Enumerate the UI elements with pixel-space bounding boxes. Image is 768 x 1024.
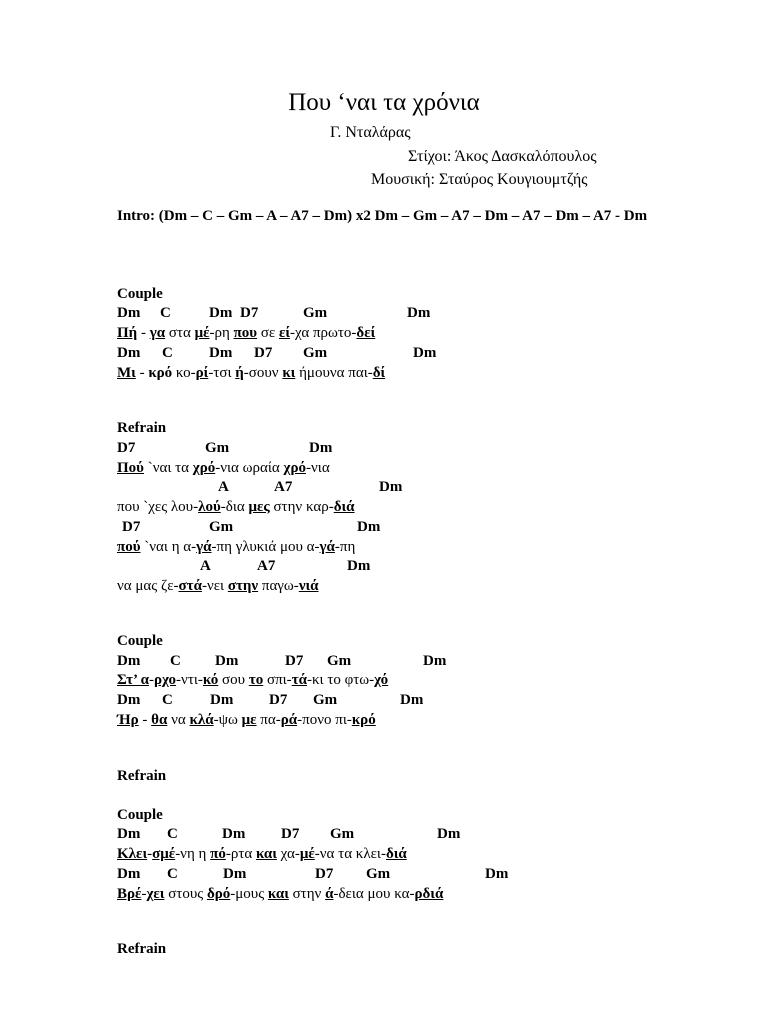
song-title: Που ‘ναι τα χρόνια bbox=[288, 89, 480, 116]
lyric-segment: στους bbox=[164, 886, 207, 902]
lyric-segment: πα- bbox=[256, 712, 281, 728]
chord: Gm bbox=[366, 866, 391, 882]
chord: Dm bbox=[437, 826, 461, 842]
lyric-segment: -χα πρωτο- bbox=[290, 325, 357, 341]
section-label: Couple bbox=[117, 633, 163, 649]
lyric-segment: ή bbox=[235, 365, 244, 381]
lyric-segment: Ήρ bbox=[117, 712, 139, 728]
chord: Dm bbox=[400, 692, 424, 708]
chord: Gm bbox=[327, 653, 352, 669]
lyric-segment: κλά bbox=[189, 712, 214, 728]
lyric-segment: κρό bbox=[351, 712, 376, 728]
lyric-segment: -νη η bbox=[175, 846, 211, 862]
chord: C bbox=[162, 692, 173, 708]
chord: A7 bbox=[257, 558, 276, 574]
lyric-segment: στην bbox=[288, 886, 326, 902]
lyric-segment: να μας ζε- bbox=[117, 578, 179, 594]
lyric-segment: μέ bbox=[299, 846, 315, 862]
chord-line bbox=[117, 824, 677, 844]
lyric-segment: γα bbox=[149, 325, 166, 341]
chord: Gm bbox=[209, 519, 234, 535]
chord: C bbox=[167, 866, 178, 882]
chord: C bbox=[170, 653, 181, 669]
lyric-segment: Πή bbox=[117, 325, 138, 341]
chord: Dm bbox=[222, 826, 246, 842]
chord: Dm bbox=[117, 653, 141, 669]
lyric-segment: κό bbox=[202, 672, 219, 688]
chord-line bbox=[117, 438, 677, 458]
lyric-segment: ά bbox=[325, 886, 334, 902]
lyric-segment: δί bbox=[372, 365, 386, 381]
lyric-segment: -πη bbox=[334, 539, 356, 555]
lyric-segment: με bbox=[241, 712, 257, 728]
lyric-line bbox=[117, 844, 407, 864]
chord: Dm bbox=[117, 305, 141, 321]
chord: Dm bbox=[357, 519, 381, 535]
chord: D7 bbox=[269, 692, 288, 708]
lyric-segment: - bbox=[147, 846, 153, 862]
chord: Dm bbox=[210, 692, 234, 708]
lyric-segment: τά bbox=[291, 672, 307, 688]
lyric-segment: κι bbox=[282, 365, 296, 381]
composer: Μουσική: Σταύρος Κουγιουμτζής bbox=[371, 171, 588, 188]
lyric-segment: δεί bbox=[356, 325, 376, 341]
lyric-segment: στην bbox=[227, 578, 259, 594]
lyric-segment: Πού bbox=[117, 460, 144, 476]
chord: Dm bbox=[117, 826, 141, 842]
chord: C bbox=[160, 305, 171, 321]
chord: Dm bbox=[309, 440, 333, 456]
chord: D7 bbox=[315, 866, 334, 882]
chord: C bbox=[162, 345, 173, 361]
lyric-segment: -πη γλυκιά μου α- bbox=[211, 539, 320, 555]
lyric-segment: -νια ωραία bbox=[215, 460, 284, 476]
lyric-segment: παγω- bbox=[258, 578, 299, 594]
lyric-segment: σου bbox=[218, 672, 249, 688]
lyric-segment: λού bbox=[198, 499, 221, 515]
chord: D7 bbox=[122, 519, 141, 535]
chord: A bbox=[200, 558, 211, 574]
chord: C bbox=[167, 826, 178, 842]
section-label: Couple bbox=[117, 807, 163, 823]
lyric-segment: -τσι bbox=[208, 365, 236, 381]
lyric-segment: `ναι τα bbox=[143, 460, 193, 476]
lyric-segment: που bbox=[233, 325, 258, 341]
chord: Dm bbox=[485, 866, 509, 882]
lyric-segment: χει bbox=[146, 886, 165, 902]
chord: Dm bbox=[117, 345, 141, 361]
lyric-segment: γά bbox=[196, 539, 212, 555]
chord: A7 bbox=[274, 479, 293, 495]
lyric-segment: σμέ bbox=[152, 846, 176, 862]
chord: D7 bbox=[117, 440, 136, 456]
section-label: Refrain bbox=[117, 768, 167, 784]
lyric-segment: χα- bbox=[276, 846, 300, 862]
lyric-segment: -ρη bbox=[209, 325, 234, 341]
lyric-segment: -κι το φτω- bbox=[306, 672, 375, 688]
lyric-segment: -να τα κλει- bbox=[314, 846, 386, 862]
lyric-segment: - bbox=[138, 712, 152, 728]
chord-line bbox=[117, 690, 677, 710]
lyric-segment: στά bbox=[178, 578, 202, 594]
lyric-segment: Μι bbox=[117, 365, 136, 381]
chord-line bbox=[117, 651, 677, 671]
chord: Dm bbox=[423, 653, 447, 669]
lyric-line bbox=[117, 458, 330, 478]
lyric-segment: ρά bbox=[280, 712, 298, 728]
lyric-segment: θα bbox=[151, 712, 168, 728]
lyric-segment: - bbox=[141, 886, 147, 902]
chord: Dm bbox=[379, 479, 403, 495]
lyric-segment: ρχο bbox=[154, 672, 177, 688]
lyric-segment: Στ’ α bbox=[117, 672, 150, 688]
lyric-segment: στα bbox=[165, 325, 195, 341]
chord: Dm bbox=[209, 305, 233, 321]
lyric-line bbox=[117, 884, 443, 904]
chord: Dm bbox=[117, 866, 141, 882]
lyric-segment: μες bbox=[248, 499, 270, 515]
chord: D7 bbox=[254, 345, 273, 361]
lyric-segment: χρό bbox=[283, 460, 306, 476]
lyric-segment: να bbox=[167, 712, 190, 728]
lyric-segment: χό bbox=[374, 672, 389, 688]
lyric-segment: Βρέ bbox=[117, 886, 142, 902]
lyric-segment: σε bbox=[257, 325, 279, 341]
chord: Gm bbox=[313, 692, 338, 708]
lyric-segment: χρό bbox=[192, 460, 216, 476]
lyric-segment: Κλει bbox=[117, 846, 148, 862]
intro-line: Intro: (Dm – C – Gm – A – A7 – Dm) x2 Dm – Gm – A7 – Dm – A7 – Dm – A7 - Dm bbox=[117, 208, 648, 224]
lyric-segment: διά bbox=[385, 846, 407, 862]
lyric-line bbox=[117, 576, 319, 596]
lyric-segment: δρό bbox=[206, 886, 231, 902]
chord-line bbox=[117, 477, 677, 497]
lyric-segment: -νει bbox=[201, 578, 228, 594]
lyric-segment: -ντι- bbox=[176, 672, 203, 688]
chord: Dm bbox=[117, 692, 141, 708]
lyric-segment: ήμουνα παι- bbox=[295, 365, 373, 381]
lyric-segment: -μους bbox=[230, 886, 268, 902]
chord: Dm bbox=[223, 866, 247, 882]
lyric-segment: και bbox=[267, 886, 289, 902]
chord: A bbox=[218, 479, 229, 495]
section-label: Refrain bbox=[117, 420, 167, 436]
lyric-segment: -νια bbox=[306, 460, 330, 476]
lyric-segment: -ψω bbox=[213, 712, 242, 728]
chord-line bbox=[117, 864, 677, 884]
lyric-line bbox=[117, 537, 355, 557]
lyric-segment: -δια bbox=[220, 499, 249, 515]
chord: Gm bbox=[303, 345, 328, 361]
lyric-segment: -πονο πι- bbox=[297, 712, 352, 728]
chord: Dm bbox=[407, 305, 431, 321]
lyric-segment: πού bbox=[117, 539, 141, 555]
performer: Γ. Νταλάρας bbox=[330, 124, 411, 141]
chord: D7 bbox=[285, 653, 304, 669]
lyric-segment: - bbox=[135, 365, 149, 381]
lyric-segment: νιά bbox=[298, 578, 319, 594]
lyric-segment: εί bbox=[278, 325, 291, 341]
lyric-segment: -σουν bbox=[243, 365, 283, 381]
chord-line bbox=[117, 343, 677, 363]
lyric-segment: μέ bbox=[194, 325, 210, 341]
chord: Gm bbox=[205, 440, 230, 456]
lyric-line bbox=[117, 670, 388, 690]
lyric-segment: στην καρ- bbox=[269, 499, 334, 515]
lyric-segment: `ναι η α- bbox=[140, 539, 197, 555]
lyric-segment: -ρτα bbox=[225, 846, 256, 862]
lyric-segment: κρό bbox=[148, 365, 173, 381]
lyric-line bbox=[117, 323, 375, 343]
lyric-segment: - bbox=[149, 672, 155, 688]
lyric-segment: - bbox=[137, 325, 150, 341]
chord-line bbox=[117, 517, 677, 537]
chord: Dm bbox=[215, 653, 239, 669]
lyric-segment: ρδιά bbox=[414, 886, 444, 902]
chord: Dm bbox=[347, 558, 371, 574]
chord: Gm bbox=[303, 305, 328, 321]
chord-line bbox=[117, 556, 677, 576]
lyric-segment: που `χες λου- bbox=[117, 499, 199, 515]
chord: Dm bbox=[209, 345, 233, 361]
lyricist: Στίχοι: Άκος Δασκαλόπουλος bbox=[408, 148, 597, 165]
chord-line bbox=[117, 303, 677, 323]
lyric-segment: ρί bbox=[195, 365, 209, 381]
lyric-segment: πό bbox=[210, 846, 226, 862]
lyric-line bbox=[117, 710, 376, 730]
lyric-line bbox=[117, 497, 355, 517]
lyric-segment: διά bbox=[333, 499, 355, 515]
lyric-segment: σπι- bbox=[263, 672, 292, 688]
lyric-line bbox=[117, 363, 385, 383]
section-label: Refrain bbox=[117, 941, 167, 957]
lyric-segment: κο- bbox=[172, 365, 196, 381]
chord: Dm bbox=[413, 345, 437, 361]
lyric-segment: το bbox=[248, 672, 264, 688]
lyric-segment: γά bbox=[319, 539, 335, 555]
lyric-segment: και bbox=[256, 846, 277, 862]
lyric-segment: -δεια μου κα- bbox=[333, 886, 415, 902]
chord: D7 bbox=[281, 826, 300, 842]
chord: Gm bbox=[330, 826, 355, 842]
section-label: Couple bbox=[117, 286, 163, 302]
chord: D7 bbox=[240, 305, 259, 321]
